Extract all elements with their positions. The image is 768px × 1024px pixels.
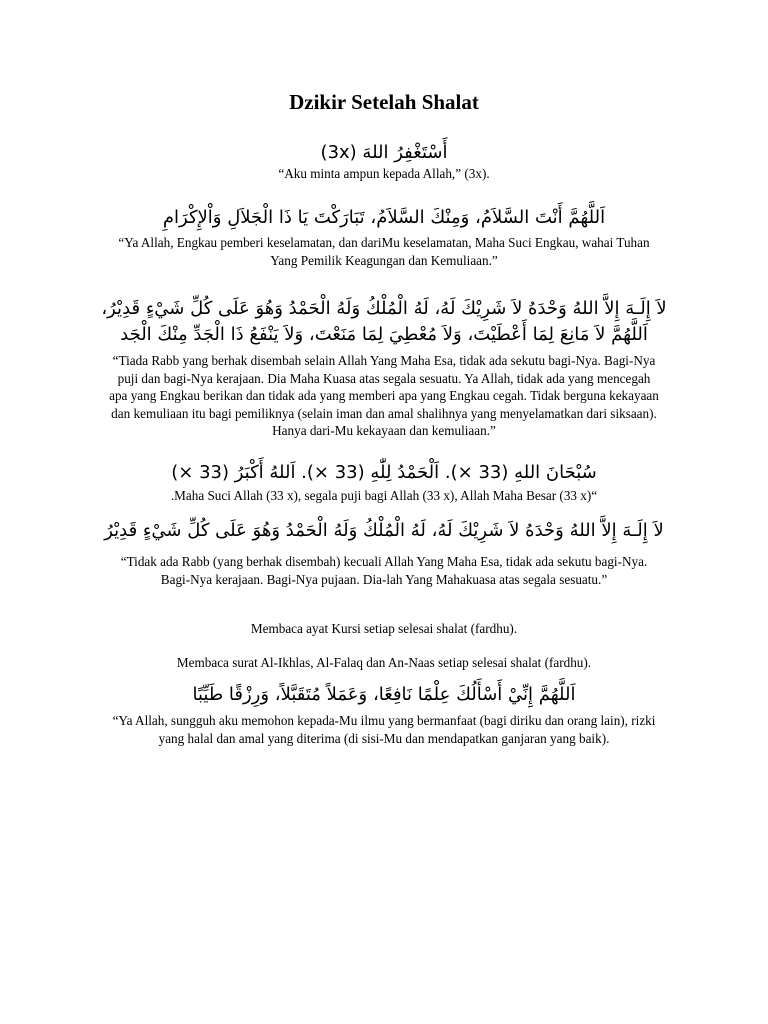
note-al-ikhlas-al-falaq-an-naas: Membaca surat Al-Ikhlas, Al-Falaq dan An-Naas setiap selesai shalat (fardhu). (176, 655, 592, 670)
arabic-allahumma-antas-salam: اَللَّهُمَّ أَنْتَ السَّلاَمُ، وَمِنْكَ السَّلاَمُ، تَبَارَكْتَ يَا ذَا الْجَلاَلِ وَاْلإِكْرَامِ (162, 207, 606, 228)
page-title: Dzikir Setelah Shalat (289, 90, 479, 114)
arabic-tahlil-line-1: لاَ إِلَـهَ إِلاَّ اللهُ وَحْدَهُ لاَ شَرِيْكَ لَهُ، لَهُ الْمُلْكُ وَلَهُ الْحَمْدُ وَهُوَ عَلَى كُلِّ شَيْءٍ قَدِيْرُ، (101, 298, 667, 319)
translation-tahlil-short: “Tidak ada Rabb (yang berhak disembah) kecuali Allah Yang Maha Esa, tidak ada sekutu bagi-Nya. Bagi-Nya kerajaan. Bagi-Nya pujaan. Dia-lah Yang Mahakuasa atas segala sesuatu.” (120, 554, 648, 587)
translation-doa-ilmu: “Ya Allah, sungguh aku memohon kepada-Mu ilmu yang bermanfaat (bagi diriku dan orang lain), rizki yang halal dan amal yang diterima (di sisi-Mu dan mendapatkan ganjaran yang baik). (112, 713, 656, 746)
translation-istighfar: “Aku minta ampun kepada Allah,” (3x). (278, 166, 490, 181)
arabic-doa-ilmu: اَللَّهُمَّ إِنِّيْ أَسْأَلُكَ عِلْمًا نَافِعًا، وَعَمَلاً مُتَقَبَّلاً، وَرِزْقًا طَيِّبًا (192, 684, 576, 705)
note-ayat-kursi: Membaca ayat Kursi setiap selesai shalat (fardhu). (250, 621, 518, 636)
translation-allahumma-antas-salam: “Ya Allah, Engkau pemberi keselamatan, dan dariMu keselamatan, Maha Suci Engkau, wahai Tuhan Yang Pemilik Keagungan dan Kemuliaan.” (118, 235, 650, 268)
arabic-tahlil-short: لاَ إِلَـهَ إِلاَّ اللهُ وَحْدَهُ لاَ شَرِيْكَ لَهُ، لَهُ الْمُلْكُ وَلَهُ الْحَمْدُ وَهُوَ عَلَى كُلِّ شَيْءٍ قَدِيْرُ (104, 520, 664, 541)
arabic-tahlil-line-2: اَللَّهُمَّ لاَ مَانِعَ لِمَا أَعْطَيْتَ، وَلاَ مُعْطِيَ لِمَا مَنَعْتَ، وَلاَ يَنْفَعُ ذَا الْجَدِّ مِنْكَ الْجَد (120, 324, 648, 345)
arabic-tasbih-tahmid-takbir: سُبْحَانَ اللهِ (33 ×). اَلْحَمْدُ لِلّٰهِ (33 ×). اَللهُ أَكْبَرُ (33 ×) (171, 462, 597, 483)
translation-tasbih-tahmid-takbir: .Maha Suci Allah (33 x), segala puji bagi Allah (33 x), Allah Maha Besar (33 x)“ (170, 488, 598, 503)
translation-tahlil-long: “Tiada Rabb yang berhak disembah selain Allah Yang Maha Esa, tidak ada sekutu bagi-Nya. Bagi-Nya puji dan bagi-Nya kerajaan. Dia Maha Kuasa atas segala sesuatu. Ya Allah, tidak ada yang mencegah apa yang Engkau berikan dan tidak ada yang memberi apa yang Engkau cegah. Tidak berguna kekayaan dan kemuliaan itu bagi pemiliknya (selain iman dan amal shalihnya yang menyelamatkan dari siksaan). Hanya dari-Mu kekayaan dan kemuliaan.” (109, 353, 659, 438)
arabic-istighfar: أَسْتَغْفِرُ اللهَ (3x) (320, 142, 448, 163)
